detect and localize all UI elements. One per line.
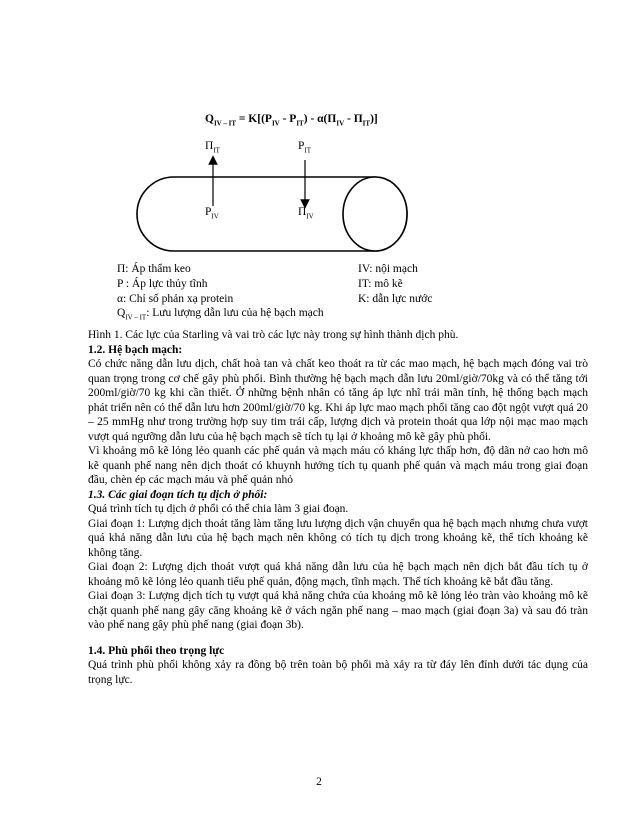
label-pi-iv: $\Pi_{IV}$ (298, 206, 314, 221)
paragraph: Quá trình phù phổi không xảy ra đồng bộ trên toàn bộ phổi mà xảy ra từ đáy lên đỉnh dưới tác dụng của trọng lực. (88, 659, 588, 686)
starling-diagram (0, 0, 638, 270)
paragraph: Vì khoảng mô kẽ lỏng lẻo quanh các phế quản và mạch máu có kháng lực thấp hơn, độ dãn nở cao hơn mô kẽ quanh phế nang nên dịch thoát có khuynh hướng tích tụ quanh phế quản và mạch máu trong giai đoạn đầu, chèn ép các mạch máu và phế quản nhỏ (88, 445, 588, 486)
section-heading: 1.2. Hệ bạch mạch: (88, 343, 183, 356)
paragraph: Giai đoạn 1: Lượng dịch thoát tăng làm tăng lưu lượng dịch vận chuyển qua hệ bạch mạch nhưng chưa vượt quá khả năng dẫn lưu của hệ bạch mạch nên không có tích tụ dịch trong khoảng kẽ, thể tích khoảng kẽ không tăng. (88, 517, 588, 559)
legend-item: IT: mô kẽ (358, 277, 403, 290)
paragraph: Quá trình tích tụ dịch ở phổi có thể chia làm 3 giai đoạn. (88, 503, 349, 515)
paragraph: Có chức năng dẫn lưu dịch, chất hoà tan và chất keo thoát ra từ các mao mạch, hệ bạch mạch đóng vai trò quan trọng trong cơ chế gây phù phổi. Bình thường hệ bạch mạch dẫn lưu 20ml/giờ/70kg và có thể tăng tới 200ml/giờ/70 kg khi cần thiết. Ở những bệnh nhân có tăng áp lực nhĩ trái mãn tính, hệ thống bạch mạch phát triển nên có thể dẫn lưu hơn 200ml/giờ/70 kg. Khi áp lực mao mạch phổi tăng cao đột ngột vượt quá 20 – 25 mmHg như trong trường hợp suy tim trái cấp, lượng dịch và protein thoát qua lớp nội mạc mao mạch vượt quá ngưỡng dẫn lưu của hệ bạch mạch sẽ tích tụ lại ở khoảng mô kẽ gây phù phổi. (88, 358, 588, 443)
legend-right (358, 262, 432, 306)
legend-item: K: dẫn lực nước (358, 292, 433, 305)
paragraph: Giai đoạn 2: Lượng dịch thoát vượt quá khả năng dẫn lưu của hệ bạch mạch nên dịch bắt đầu tích tụ ở khoảng mô kẽ lỏng lẻo quanh tiểu phế quản, động mạch, tĩnh mạch. Thể tích khoảng kẽ bắt đầu tăng. (88, 561, 588, 588)
legend-item: Π: Áp thẩm keo (117, 263, 191, 275)
label-pi-it: $\Pi_{IT}$ (205, 140, 220, 155)
section-heading: 1.4. Phù phổi theo trọng lực (88, 644, 225, 657)
starling-equation: $Q_{IV - IT} = K[(P_{IV} - P_{IT}) - \alpha(\Pi_{IV} - \Pi_{IT})]$ (205, 113, 378, 128)
legend-item: IV: nội mạch (358, 263, 418, 275)
document-body (88, 328, 588, 687)
vessel-end-cap (343, 177, 407, 251)
section-heading: 1.3. Các giai đoạn tích tụ dịch ở phổi: (88, 488, 268, 501)
legend-item: P : Áp lực thủy tĩnh (117, 277, 208, 290)
paragraph: Giai đoạn 3: Lượng dịch tích tụ vượt quá khả năng chứa của khoảng mô kẽ lỏng lẻo tràn vào khoảng mô kẽ chặt quanh phế nang gây căng khoảng kẽ ở vách ngăn phế nang – mao mạch (giai đoạn 3a) và sau đó tràn vào phế nang gây phù phế nang (giai đoạn 3b). (88, 590, 588, 631)
legend-left (117, 262, 324, 321)
page-number: 2 (316, 776, 322, 788)
legend-item: α: Chỉ số phản xạ protein (117, 292, 234, 305)
figure-caption: Hình 1. Các lực của Starling và vai trò các lực này trong sự hình thành dịch phù. (88, 329, 459, 341)
label-p-it: $P_{IT}$ (298, 140, 312, 155)
label-p-iv: $P_{IV}$ (205, 206, 219, 221)
legend-item-q: $Q_{IV - IT}$: Lưu lượng dẫn lưu của hệ bạch mạch (117, 307, 324, 322)
